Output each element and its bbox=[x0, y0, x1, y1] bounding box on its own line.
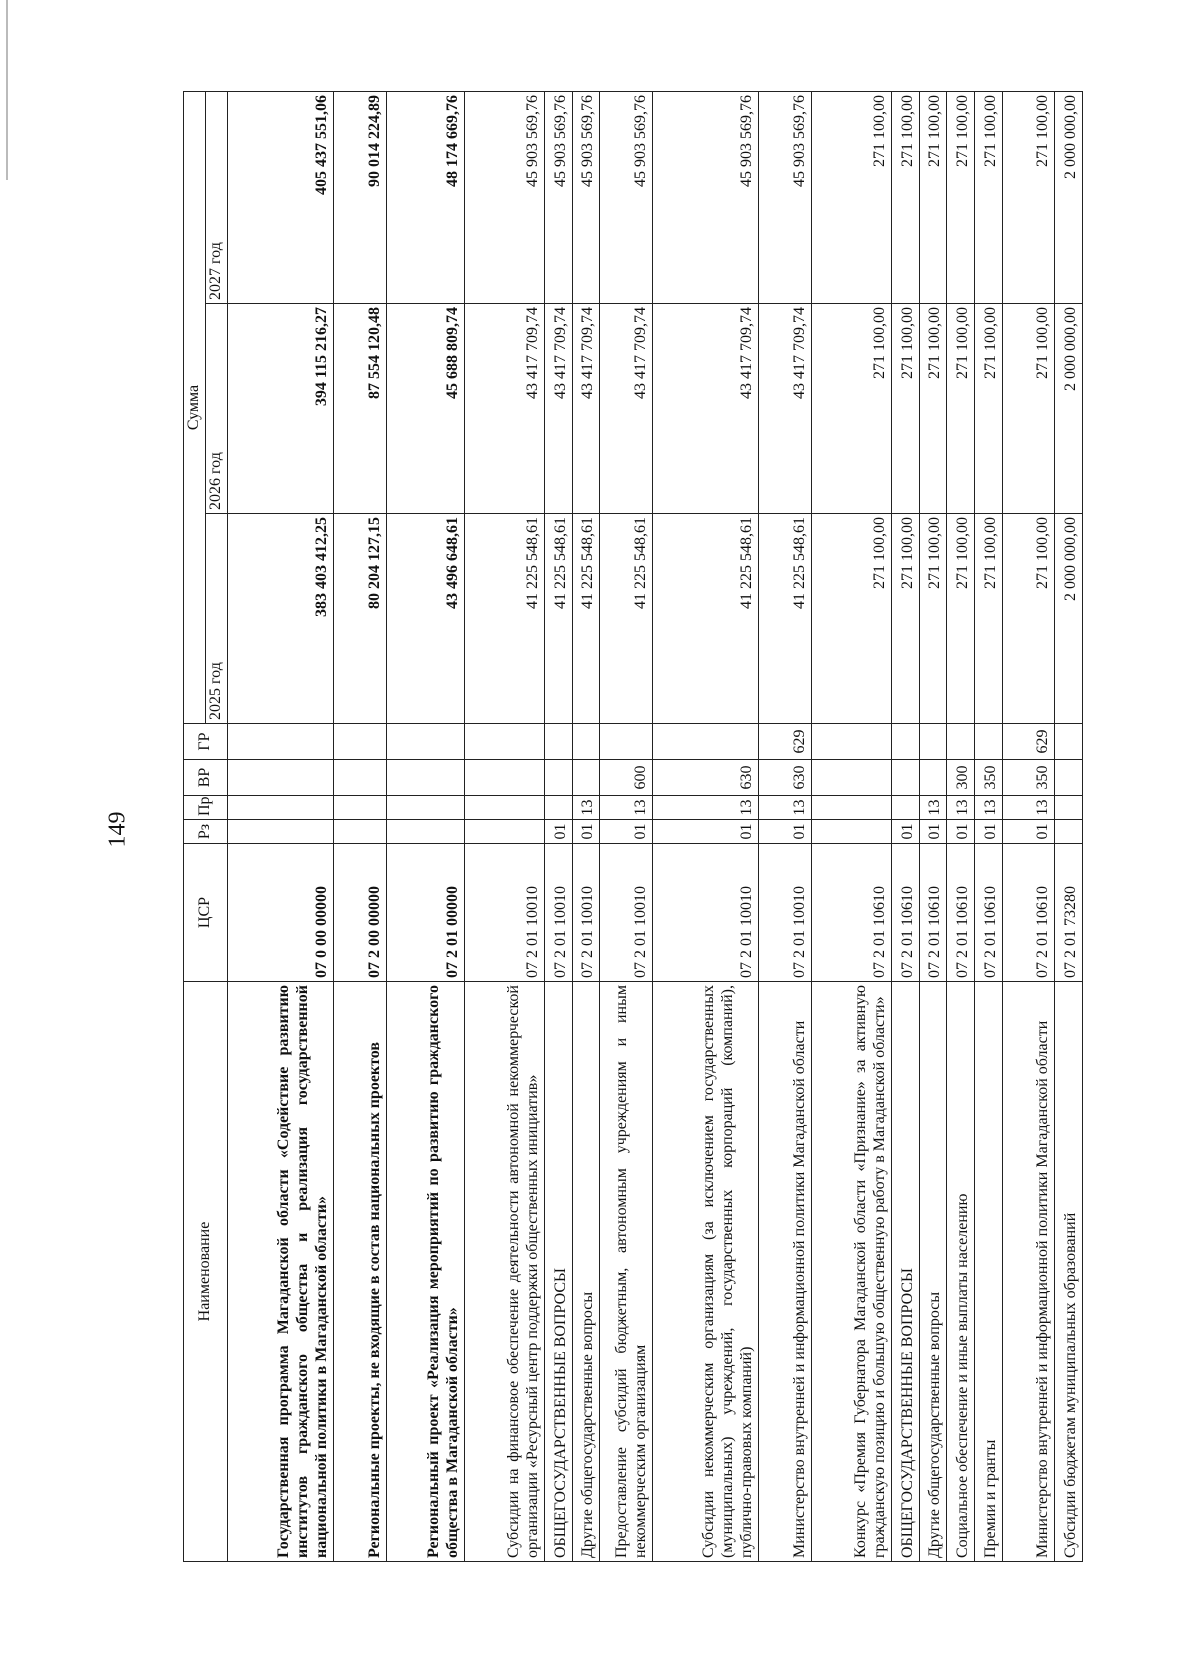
header-pr: Пр bbox=[184, 796, 228, 820]
row-rz bbox=[811, 820, 891, 844]
row-rz: 01 bbox=[1002, 820, 1055, 844]
row-gr bbox=[947, 724, 975, 760]
row-gr bbox=[228, 724, 334, 760]
row-2027: 271 100,00 bbox=[892, 92, 920, 304]
row-rz: 01 bbox=[919, 820, 947, 844]
row-2026: 87 554 120,48 bbox=[333, 304, 386, 514]
row-2027: 45 903 569,76 bbox=[572, 92, 600, 304]
row-gr bbox=[892, 724, 920, 760]
row-pr: 13 bbox=[653, 796, 759, 820]
row-name: Министерство внутренней и информационной политики Магаданской области bbox=[758, 982, 811, 1562]
row-csr: 07 2 01 10010 bbox=[653, 844, 759, 982]
row-gr bbox=[572, 724, 600, 760]
row-2026: 271 100,00 bbox=[1002, 304, 1055, 514]
row-name: Субсидии бюджетам муниципальных образований bbox=[1055, 982, 1083, 1562]
row-csr: 07 2 01 10610 bbox=[1002, 844, 1055, 982]
row-gr bbox=[1055, 724, 1083, 760]
row-csr: 07 2 01 10610 bbox=[892, 844, 920, 982]
row-2025: 80 204 127,15 bbox=[333, 514, 386, 724]
table-row bbox=[919, 92, 947, 1562]
row-name: Субсидии на финансовое обеспечение деятельности автономной некоммерческой организации «Ресурсный центр поддержки общественных инициатив» bbox=[464, 982, 544, 1562]
row-pr bbox=[333, 796, 386, 820]
row-2026: 45 688 809,74 bbox=[386, 304, 464, 514]
header-row-1 bbox=[184, 92, 206, 1562]
row-rz: 01 bbox=[572, 820, 600, 844]
row-gr bbox=[464, 724, 544, 760]
row-2027: 48 174 669,76 bbox=[386, 92, 464, 304]
row-csr: 07 2 01 10610 bbox=[974, 844, 1002, 982]
row-pr: 13 bbox=[572, 796, 600, 820]
table-row bbox=[333, 92, 386, 1562]
row-2026: 2 000 000,00 bbox=[1055, 304, 1083, 514]
row-vr bbox=[545, 760, 573, 796]
row-2025: 43 496 648,61 bbox=[386, 514, 464, 724]
row-2025: 271 100,00 bbox=[919, 514, 947, 724]
row-2025: 271 100,00 bbox=[974, 514, 1002, 724]
header-csr: ЦСР bbox=[184, 844, 228, 982]
row-rz: 01 bbox=[947, 820, 975, 844]
row-2027: 271 100,00 bbox=[1002, 92, 1055, 304]
row-name: ОБЩЕГОСУДАРСТВЕННЫЕ ВОПРОСЫ bbox=[545, 982, 573, 1562]
row-csr: 07 2 01 10010 bbox=[545, 844, 573, 982]
row-pr bbox=[464, 796, 544, 820]
row-rz bbox=[1055, 820, 1083, 844]
row-2026: 271 100,00 bbox=[811, 304, 891, 514]
row-2026: 271 100,00 bbox=[892, 304, 920, 514]
row-gr bbox=[974, 724, 1002, 760]
header-gr: ГР bbox=[184, 724, 228, 760]
row-pr: 13 bbox=[1002, 796, 1055, 820]
row-name: Субсидии некоммерческим организациям (за исключением государственных (муниципальных) учреждений, государственных корпораций (компаний), публично-правовых компаний) bbox=[653, 982, 759, 1562]
row-2027: 2 000 000,00 bbox=[1055, 92, 1083, 304]
row-csr: 07 0 00 00000 bbox=[228, 844, 334, 982]
row-2026: 43 417 709,74 bbox=[572, 304, 600, 514]
budget-table-container bbox=[183, 92, 1083, 1562]
row-2026: 271 100,00 bbox=[947, 304, 975, 514]
row-gr bbox=[600, 724, 653, 760]
row-2025: 271 100,00 bbox=[947, 514, 975, 724]
row-pr bbox=[545, 796, 573, 820]
row-gr bbox=[333, 724, 386, 760]
row-2027: 271 100,00 bbox=[919, 92, 947, 304]
row-2026: 271 100,00 bbox=[919, 304, 947, 514]
row-gr bbox=[919, 724, 947, 760]
row-csr: 07 2 01 10610 bbox=[919, 844, 947, 982]
table-row bbox=[545, 92, 573, 1562]
row-vr bbox=[386, 760, 464, 796]
row-name: Другие общегосударственные вопросы bbox=[919, 982, 947, 1562]
row-vr bbox=[228, 760, 334, 796]
table-row bbox=[464, 92, 544, 1562]
row-csr: 07 2 01 10010 bbox=[758, 844, 811, 982]
header-2027: 2027 год bbox=[206, 92, 228, 304]
table-row bbox=[572, 92, 600, 1562]
row-name: Региональный проект «Реализация мероприятий по развитию гражданского общества в Магаданской области» bbox=[386, 982, 464, 1562]
page-number: 149 bbox=[104, 811, 131, 848]
row-vr: 630 bbox=[653, 760, 759, 796]
row-name: Другие общегосударственные вопросы bbox=[572, 982, 600, 1562]
header-sum: Сумма bbox=[184, 92, 206, 724]
row-pr: 13 bbox=[758, 796, 811, 820]
row-pr bbox=[811, 796, 891, 820]
row-name: Премии и гранты bbox=[974, 982, 1002, 1562]
row-2025: 383 403 412,25 bbox=[228, 514, 334, 724]
row-gr bbox=[811, 724, 891, 760]
row-gr bbox=[386, 724, 464, 760]
table-row bbox=[974, 92, 1002, 1562]
row-vr: 600 bbox=[600, 760, 653, 796]
row-2025: 41 225 548,61 bbox=[653, 514, 759, 724]
row-csr: 07 2 00 00000 bbox=[333, 844, 386, 982]
table-row bbox=[386, 92, 464, 1562]
table-row bbox=[811, 92, 891, 1562]
row-gr: 629 bbox=[758, 724, 811, 760]
row-2027: 271 100,00 bbox=[974, 92, 1002, 304]
row-rz bbox=[386, 820, 464, 844]
row-rz bbox=[333, 820, 386, 844]
header-vr: ВР bbox=[184, 760, 228, 796]
row-2025: 41 225 548,61 bbox=[758, 514, 811, 724]
row-pr: 13 bbox=[600, 796, 653, 820]
budget-table bbox=[183, 91, 1083, 1562]
row-name: Социальное обеспечение и иные выплаты населению bbox=[947, 982, 975, 1562]
row-pr: 13 bbox=[947, 796, 975, 820]
header-rz: Рз bbox=[184, 820, 228, 844]
row-pr: 13 bbox=[919, 796, 947, 820]
row-name: Министерство внутренней и информационной политики Магаданской области bbox=[1002, 982, 1055, 1562]
row-name: Государственная программа Магаданской области «Содействие развитию институтов гражданского общества и реализация государственной национальной политики в Магаданской области» bbox=[228, 982, 334, 1562]
row-2026: 271 100,00 bbox=[974, 304, 1002, 514]
row-csr: 07 2 01 73280 bbox=[1055, 844, 1083, 982]
row-pr bbox=[386, 796, 464, 820]
row-vr bbox=[892, 760, 920, 796]
row-vr: 300 bbox=[947, 760, 975, 796]
row-2027: 90 014 224,89 bbox=[333, 92, 386, 304]
row-csr: 07 2 01 10010 bbox=[572, 844, 600, 982]
table-row bbox=[228, 92, 334, 1562]
row-gr bbox=[545, 724, 573, 760]
row-pr bbox=[1055, 796, 1083, 820]
row-2025: 41 225 548,61 bbox=[600, 514, 653, 724]
row-rz bbox=[228, 820, 334, 844]
header-name: Наименование bbox=[184, 982, 228, 1562]
row-2027: 405 437 551,06 bbox=[228, 92, 334, 304]
row-2027: 45 903 569,76 bbox=[545, 92, 573, 304]
table-row bbox=[892, 92, 920, 1562]
row-2025: 271 100,00 bbox=[811, 514, 891, 724]
row-gr bbox=[653, 724, 759, 760]
row-2027: 271 100,00 bbox=[947, 92, 975, 304]
header-2026: 2026 год bbox=[206, 304, 228, 514]
row-2027: 45 903 569,76 bbox=[653, 92, 759, 304]
row-vr bbox=[811, 760, 891, 796]
table-row bbox=[758, 92, 811, 1562]
row-pr: 13 bbox=[974, 796, 1002, 820]
scan-edge-mark bbox=[0, 0, 8, 180]
row-vr bbox=[1055, 760, 1083, 796]
row-2026: 43 417 709,74 bbox=[464, 304, 544, 514]
row-csr: 07 2 01 00000 bbox=[386, 844, 464, 982]
row-pr bbox=[892, 796, 920, 820]
row-vr bbox=[572, 760, 600, 796]
table-row bbox=[947, 92, 975, 1562]
row-2025: 41 225 548,61 bbox=[545, 514, 573, 724]
row-rz: 01 bbox=[653, 820, 759, 844]
row-2025: 2 000 000,00 bbox=[1055, 514, 1083, 724]
row-rz: 01 bbox=[545, 820, 573, 844]
row-vr: 350 bbox=[974, 760, 1002, 796]
row-2025: 41 225 548,61 bbox=[572, 514, 600, 724]
row-vr bbox=[333, 760, 386, 796]
row-rz: 01 bbox=[892, 820, 920, 844]
row-2025: 271 100,00 bbox=[1002, 514, 1055, 724]
row-2027: 271 100,00 bbox=[811, 92, 891, 304]
header-2025: 2025 год bbox=[206, 514, 228, 724]
row-vr bbox=[919, 760, 947, 796]
row-2025: 41 225 548,61 bbox=[464, 514, 544, 724]
row-2026: 43 417 709,74 bbox=[600, 304, 653, 514]
row-name: ОБЩЕГОСУДАРСТВЕННЫЕ ВОПРОСЫ bbox=[892, 982, 920, 1562]
row-gr: 629 bbox=[1002, 724, 1055, 760]
table-row bbox=[1055, 92, 1083, 1562]
table-row bbox=[1002, 92, 1055, 1562]
table-row bbox=[653, 92, 759, 1562]
row-csr: 07 2 01 10610 bbox=[811, 844, 891, 982]
row-pr bbox=[228, 796, 334, 820]
row-csr: 07 2 01 10010 bbox=[600, 844, 653, 982]
row-2026: 43 417 709,74 bbox=[545, 304, 573, 514]
row-2027: 45 903 569,76 bbox=[464, 92, 544, 304]
row-name: Предоставление субсидий бюджетным, автономным учреждениям и иным некоммерческим организациям bbox=[600, 982, 653, 1562]
row-2026: 394 115 216,27 bbox=[228, 304, 334, 514]
row-2027: 45 903 569,76 bbox=[758, 92, 811, 304]
row-2026: 43 417 709,74 bbox=[758, 304, 811, 514]
row-name: Конкурс «Премия Губернатора Магаданской области «Признание» за активную гражданскую позицию и большую общественную работу в Магаданской области» bbox=[811, 982, 891, 1562]
row-csr: 07 2 01 10010 bbox=[464, 844, 544, 982]
row-rz: 01 bbox=[758, 820, 811, 844]
row-vr bbox=[464, 760, 544, 796]
row-csr: 07 2 01 10610 bbox=[947, 844, 975, 982]
row-2027: 45 903 569,76 bbox=[600, 92, 653, 304]
row-rz bbox=[464, 820, 544, 844]
row-2026: 43 417 709,74 bbox=[653, 304, 759, 514]
row-vr: 630 bbox=[758, 760, 811, 796]
table-row bbox=[600, 92, 653, 1562]
row-rz: 01 bbox=[600, 820, 653, 844]
row-name: Региональные проекты, не входящие в состав национальных проектов bbox=[333, 982, 386, 1562]
row-rz: 01 bbox=[974, 820, 1002, 844]
row-2025: 271 100,00 bbox=[892, 514, 920, 724]
row-vr: 350 bbox=[1002, 760, 1055, 796]
